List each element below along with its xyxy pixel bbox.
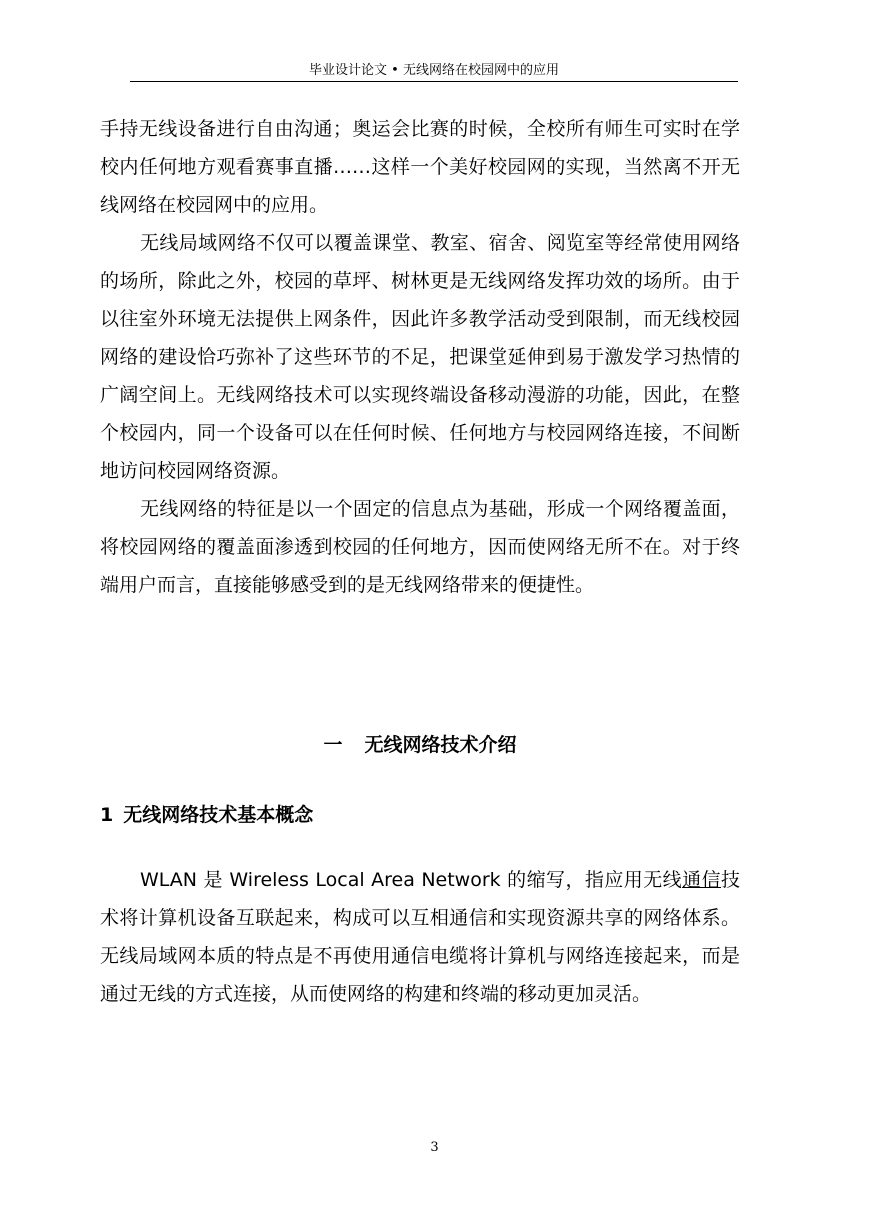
subsection-title-text: 无线网络技术基本概念 — [123, 804, 314, 826]
wlan-text-before: WLAN 是 Wireless Local Area Network 的缩写，指应用无线 — [140, 869, 683, 891]
page-number: 3 — [430, 1140, 439, 1155]
paragraph-wireless-features: 无线网络的特征是以一个固定的信息点为基础，形成一个网络覆盖面，将校园网络的覆盖面渗透到校园的任何地方，因而使网络无所不在。对于终端用户而言，直接能够感受到的是无线网络带来的便捷性。 — [100, 498, 740, 596]
header-title: 毕业设计论文 • 无线网络在校园网中的应用 — [309, 63, 559, 78]
paragraph-continuation: 手持无线设备进行自由沟通；奥运会比赛的时候，全校所有师生可实时在学校内任何地方观看赛事直播……这样一个美好校园网的实现，当然离不开无线网络在校园网中的应用。 — [100, 118, 740, 216]
page-header — [130, 60, 738, 82]
section-title-text: 无线网络技术介绍 — [364, 734, 517, 756]
wlan-text-after: 技术将计算机设备互联起来，构成可以互相通信和实现资源共享的网络体系。无线局域网本质的特点是不再使用通信电缆将计算机与网络连接起来，而是通过无线的方式连接，从而使网络的构建和终端的移动更加灵活。 — [100, 869, 740, 1005]
section-heading — [100, 730, 740, 760]
section-number: 一 — [323, 734, 343, 756]
paragraph-wireless-lan-coverage: 无线局域网络不仅可以覆盖课堂、教室、宿舍、阅览室等经常使用网络的场所，除此之外，校园的草坪、树林更是无线网络发挥功效的场所。由于以往室外环境无法提供上网条件，因此许多教学活动受到限制，而无线校园网络的建设恰巧弥补了这些环节的不足，把课堂延伸到易于激发学习热情的广阔空间上。无线网络技术可以实现终端设备移动漫游的功能，因此，在整个校园内，同一个设备可以在任何时候、任何地方与校园网络连接，不间断地访问校园网络资源。 — [100, 232, 740, 482]
wlan-section-text — [100, 861, 740, 1013]
subsection-heading — [100, 800, 313, 830]
paragraph-wlan-definition — [100, 861, 740, 1013]
subsection-number: 1 — [100, 804, 114, 826]
communication-link[interactable]: 通信 — [682, 869, 721, 891]
body-text — [100, 110, 740, 604]
